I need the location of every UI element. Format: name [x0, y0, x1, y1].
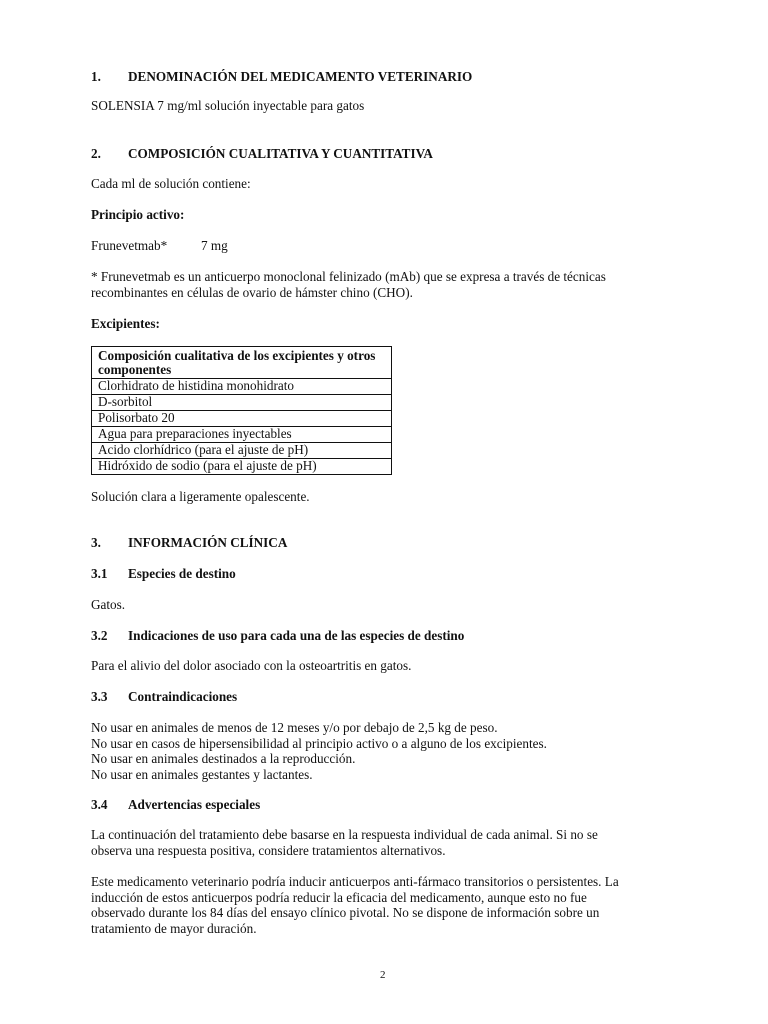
table-cell: Clorhidrato de histidina monohidrato	[92, 379, 392, 395]
section-3-3-title: Contraindicaciones	[128, 689, 238, 704]
section-2-title: COMPOSICIÓN CUALITATIVA Y CUANTITATIVA	[128, 146, 433, 161]
section-3-2-heading	[91, 628, 464, 644]
section-3-2-title: Indicaciones de uso para cada una de las especies de destino	[128, 628, 465, 643]
section-2-heading	[91, 146, 433, 162]
section-3-4-number: 3.4	[91, 797, 108, 812]
table-header-row	[92, 347, 392, 379]
warnings-paragraph-2	[91, 874, 619, 936]
table-row	[92, 395, 392, 411]
contraindication-line: No usar en animales destinados a la reproducción.	[91, 751, 356, 767]
section-3-3-heading	[91, 689, 237, 705]
table-cell: D-sorbitol	[92, 395, 392, 411]
warnings-paragraph-1	[91, 827, 598, 858]
table-row	[92, 379, 392, 395]
table-cell: Acido clorhídrico (para el ajuste de pH)	[92, 443, 392, 459]
active-ingredient-line	[91, 238, 228, 254]
section-2-number: 2.	[91, 146, 101, 161]
footnote-line: recombinantes en células de ovario de hámster chino (CHO).	[91, 284, 413, 300]
section-1-heading	[91, 69, 472, 85]
contraindication-line: No usar en animales gestantes y lactantes.	[91, 766, 313, 782]
paragraph-line: La continuación del tratamiento debe basarse en la respuesta individual de cada animal. Si no se	[91, 827, 598, 842]
page-number: 2	[380, 969, 386, 981]
table-row	[92, 443, 392, 459]
contraindication-line: No usar en animales de menos de 12 meses y/o por debajo de 2,5 kg de peso.	[91, 720, 498, 735]
active-ingredient-amount: 7 mg	[201, 238, 228, 253]
contraindications-list	[91, 720, 547, 782]
footnote-line: * Frunevetmab es un anticuerpo monoclonal felinizado (mAb) que se expresa a través de técnicas	[91, 269, 606, 284]
solution-description: Solución clara a ligeramente opalescente.	[91, 489, 310, 504]
section-3-3-number: 3.3	[91, 689, 108, 704]
contraindication-line: No usar en casos de hipersensibilidad al principio activo o a alguno de los excipientes.	[91, 735, 547, 751]
table-header-cell: Composición cualitativa de los excipientes y otros componentes	[92, 347, 392, 379]
paragraph-line: observado durante los 84 días del ensayo clínico pivotal. No se dispone de información sobre un	[91, 905, 600, 921]
section-1-title: DENOMINACIÓN DEL MEDICAMENTO VETERINARIO	[128, 69, 473, 84]
table-cell: Hidróxido de sodio (para el ajuste de pH)	[92, 459, 392, 475]
product-name-text: SOLENSIA 7 mg/ml solución inyectable para gatos	[91, 98, 365, 113]
table-row	[92, 411, 392, 427]
indications-text: Para el alivio del dolor asociado con la osteoartritis en gatos.	[91, 658, 412, 673]
table-cell: Polisorbato 20	[92, 411, 392, 427]
section-3-4-title: Advertencias especiales	[128, 797, 261, 812]
section-1-number: 1.	[91, 69, 101, 84]
section-3-4-heading	[91, 797, 260, 813]
paragraph-line: tratamiento de mayor duración.	[91, 920, 257, 936]
composition-intro: Cada ml de solución contiene:	[91, 176, 251, 191]
paragraph-line: inducción de estos anticuerpos podría reducir la eficacia del medicamento, aunque esto no fue	[91, 889, 587, 905]
section-3-title: INFORMACIÓN CLÍNICA	[128, 535, 288, 550]
table-row	[92, 459, 392, 475]
table-row	[92, 427, 392, 443]
active-ingredient-name: Frunevetmab*	[91, 238, 168, 253]
section-3-1-heading	[91, 566, 236, 582]
table-cell: Agua para preparaciones inyectables	[92, 427, 392, 443]
section-3-2-number: 3.2	[91, 628, 108, 643]
active-ingredient-footnote	[91, 269, 606, 300]
excipients-heading: Excipientes:	[91, 316, 160, 331]
active-ingredient-heading: Principio activo:	[91, 207, 185, 222]
excipients-table	[91, 346, 392, 475]
section-3-heading	[91, 535, 287, 551]
target-species-text: Gatos.	[91, 597, 126, 612]
section-3-number: 3.	[91, 535, 101, 550]
paragraph-line: observa una respuesta positiva, considere tratamientos alternativos.	[91, 842, 446, 858]
section-3-1-number: 3.1	[91, 566, 108, 581]
section-3-1-title: Especies de destino	[128, 566, 236, 581]
paragraph-line: Este medicamento veterinario podría inducir anticuerpos anti-fármaco transitorios o persistentes. La	[91, 874, 619, 889]
